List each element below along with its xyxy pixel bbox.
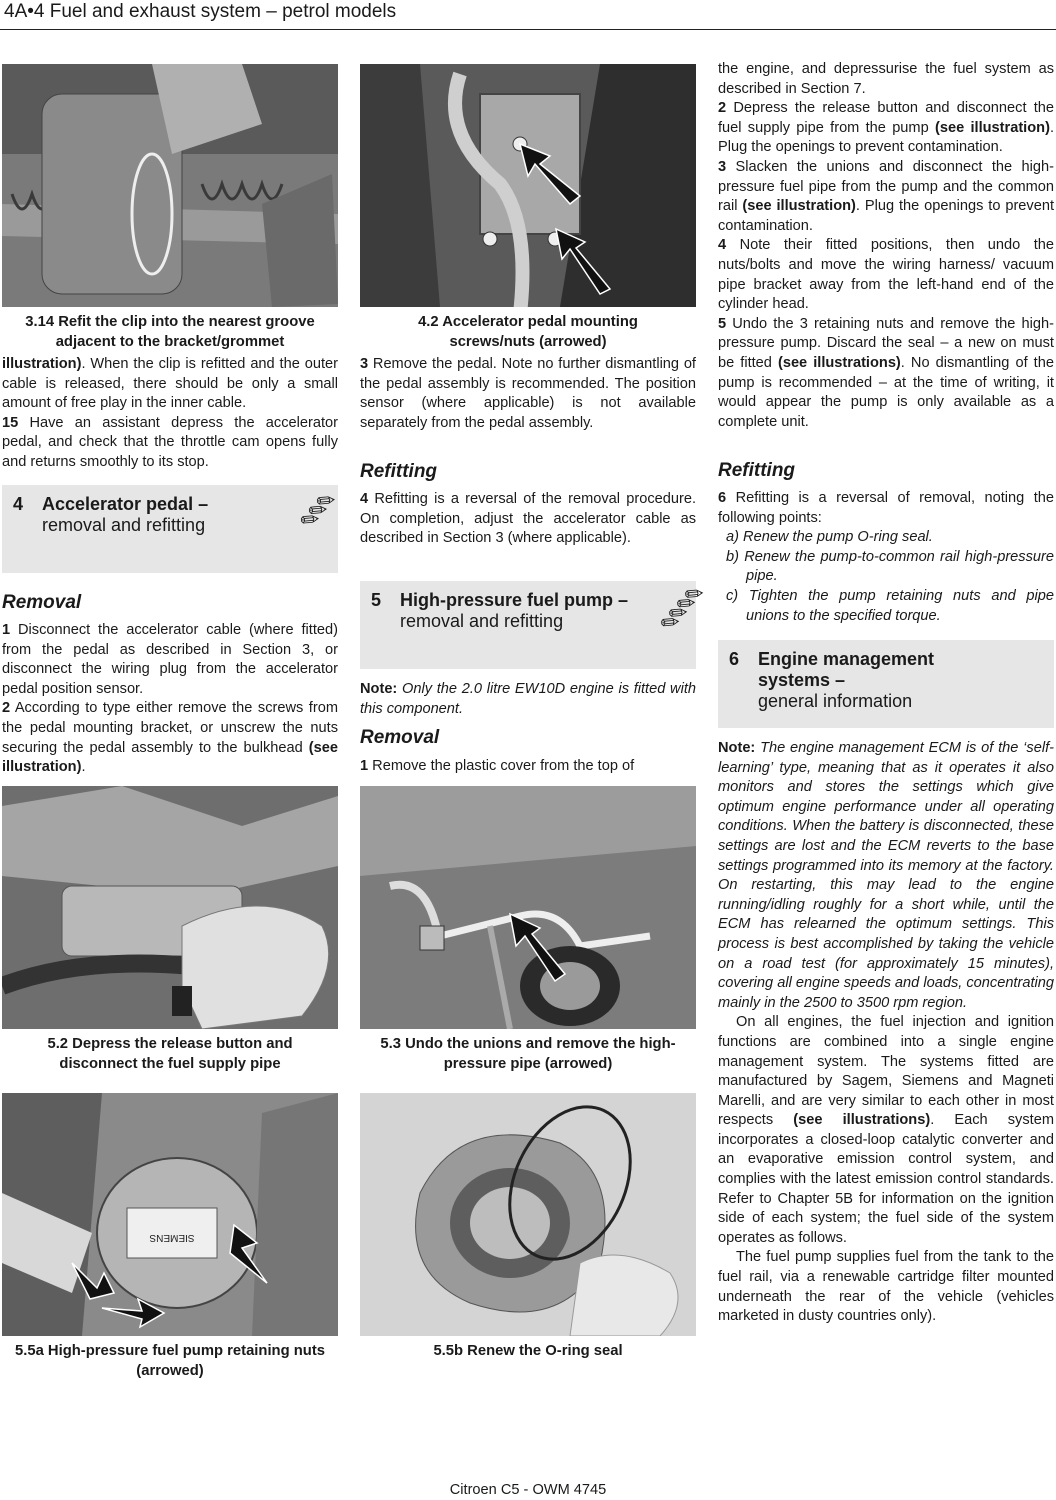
paragraph: 3 Slacken the unions and disconnect the high-pressure fuel pipe from the pump and the common rail (see illustration). Plug the openings to prevent contamination. — [718, 158, 1055, 234]
paragraph: On all engines, the fuel injection and ignition functions are combined into a single engine management system. The systems fitted are manufactured by Sagem, Siemens and Magneti Marelli, and are very similar to each other in most respects (see illustrations). Each system incorporates a closed-loop catalytic converter and an evaporative emission control system, and complies with the latest emission control standards. Refer to Chapter 5B for information on the ignition side of each system; the fuel side of the system operates as follows. — [718, 1014, 1054, 1246]
removal-heading: Removal — [2, 592, 82, 613]
section-number: 4 — [13, 494, 24, 514]
col2-note — [360, 680, 696, 719]
list-item: a) Renew the pump O-ring seal. — [726, 529, 933, 546]
removal-heading: Removal — [360, 727, 440, 748]
section-number: 5 — [371, 590, 382, 610]
caption-3-14: 3.14 Refit the clip into the nearest groove adjacent to the bracket/grommet — [25, 314, 315, 350]
photo-5-2 — [2, 786, 338, 1029]
photo-5-3 — [360, 786, 696, 1029]
section-5-heading — [360, 581, 707, 669]
paragraph: 6 Refitting is a reversal of removal, noting the following points: — [718, 490, 1054, 526]
list-item: c) Tighten the pump retaining nuts and pipe unions to the specified torque. — [726, 587, 1054, 624]
section-title: Accelerator pedal – — [42, 494, 209, 514]
col3-text-a — [718, 60, 1054, 432]
siemens-label: SIEMENS — [149, 1232, 195, 1243]
caption-4-2: 4.2 Accelerator pedal mounting screws/nuts (arrowed) — [418, 314, 638, 350]
paragraph: 1 Remove the plastic cover from the top of — [360, 758, 635, 774]
caption-5-5b: 5.5b Renew the O-ring seal — [433, 1343, 623, 1359]
paragraph: 3 Remove the pedal. Note no further dismantling of the pedal assembly is recommended. The position sensor (where applicable) is not available separately from the pedal assembly. — [360, 356, 696, 431]
col2-text-b — [360, 490, 696, 549]
caption-5-5a: 5.5a High-pressure fuel pump retaining nuts (arrowed) — [15, 1343, 325, 1379]
page-footer: Citroen C5 - OWM 4745 — [449, 1482, 607, 1498]
page-header — [0, 0, 1056, 30]
paragraph: Note: Only the 2.0 litre EW10D engine is fitted with this component. — [360, 681, 696, 717]
col3-text-b — [718, 489, 1054, 626]
photo-3-14 — [2, 64, 338, 307]
section-title-line2: systems – — [758, 670, 846, 690]
section-title: Engine management — [758, 649, 935, 669]
paragraph: illustration). When the clip is refitted and the outer cable is released, there should be only a small amount of free play in the inner cable. — [2, 356, 338, 412]
section-subtitle: removal and refitting — [400, 611, 564, 631]
section-subtitle: general information — [758, 691, 913, 711]
section-4-heading — [2, 485, 338, 573]
caption-5-2: 5.2 Depress the release button and disconnect the fuel supply pipe — [47, 1036, 293, 1072]
section-number: 6 — [729, 649, 740, 669]
photo-5-5a — [2, 1093, 338, 1336]
refitting-heading: Refitting — [718, 460, 796, 481]
paragraph: 4 Refitting is a reversal of the removal procedure. On completion, adjust the accelerator cable as described in Section 3 (where applicable). — [360, 491, 696, 547]
paragraph: 2 Depress the release button and disconnect the fuel supply pipe from the pump (see illustration). Plug the openings to prevent contamination. — [718, 100, 1054, 156]
caption-5-3: 5.3 Undo the unions and remove the high-pressure pipe (arrowed) — [380, 1036, 676, 1072]
paragraph: the engine, and depressurise the fuel system as described in Section 7. — [718, 61, 1054, 97]
col1-text-b — [2, 621, 338, 778]
paragraph: The fuel pump supplies fuel from the tank to the fuel rail, via a renewable cartridge filter mounted underneath the rear of the vehicle (vehicles marketed in dusty countries only). — [718, 1249, 1054, 1325]
section-title: High-pressure fuel pump – — [400, 590, 629, 610]
refitting-heading: Refitting — [360, 461, 438, 482]
header-rule — [0, 29, 1056, 30]
photo-5-5b — [360, 1093, 696, 1336]
photo-4-2 — [360, 64, 696, 307]
paragraph: Note: The engine management ECM is of the ‘self-learning’ type, meaning that as it operates it also monitors and stores the settings which give optimum engine performance under all operating conditions. When the battery is disconnected, these settings are lost and the ECM reverts to the base settings programmed into its memory at the factory. On restarting, this may lead to the engine running/idling roughly for a short while, until the ECM has relearned the optimum settings. This process is best accomplished by taking the vehicle on a road test (for approximately 15 minutes), covering all engine speeds and loads, concentrating mainly in the 2500 to 3500 rpm region. — [718, 740, 1054, 1011]
section-6-heading — [718, 640, 1054, 728]
paragraph: 15 Have an assistant depress the accelerator pedal, and check that the throttle cam opens fully and returns smoothly to its stop. — [2, 414, 338, 470]
difficulty-spanners-icon: ✎✎✎ — [294, 490, 338, 536]
paragraph: 4 Note their fitted positions, then undo the nuts/bolts and move the wiring harness/ vacuum pipe bracket away from the left-hand end of the cylinder head. — [718, 237, 1054, 313]
col2-text-c — [360, 757, 696, 777]
col1-text-a — [2, 355, 338, 473]
paragraph: 1 Disconnect the accelerator cable (where fitted) from the pedal as described in Section 3, or disconnect the wiring plug from the accelerator pedal position sensor. — [2, 622, 338, 697]
col2-text-a — [360, 355, 696, 433]
paragraph: 5 Undo the 3 retaining nuts and remove the high-pressure pump. Discard the seal – a new on must be fitted (see illustrations). No dismantling of the pump is recommended – at the time of writing, it would appear the pump is only available as a complete unit. — [718, 315, 1054, 430]
paragraph: 2 According to type either remove the screws from the pedal mounting bracket, or unscrew the nuts securing the pedal assembly to the bulkhead (see illustration). — [2, 700, 338, 776]
difficulty-spanners-icon: ✎✎✎✎ — [654, 583, 707, 638]
refitting-points-list — [718, 528, 1054, 626]
page-header-title: 4A•4 Fuel and exhaust system – petrol models — [4, 1, 397, 22]
col3-text-c — [718, 739, 1054, 1327]
list-item: b) Renew the pump-to-common rail high-pressure pipe. — [726, 548, 1054, 585]
section-subtitle: removal and refitting — [42, 515, 206, 535]
